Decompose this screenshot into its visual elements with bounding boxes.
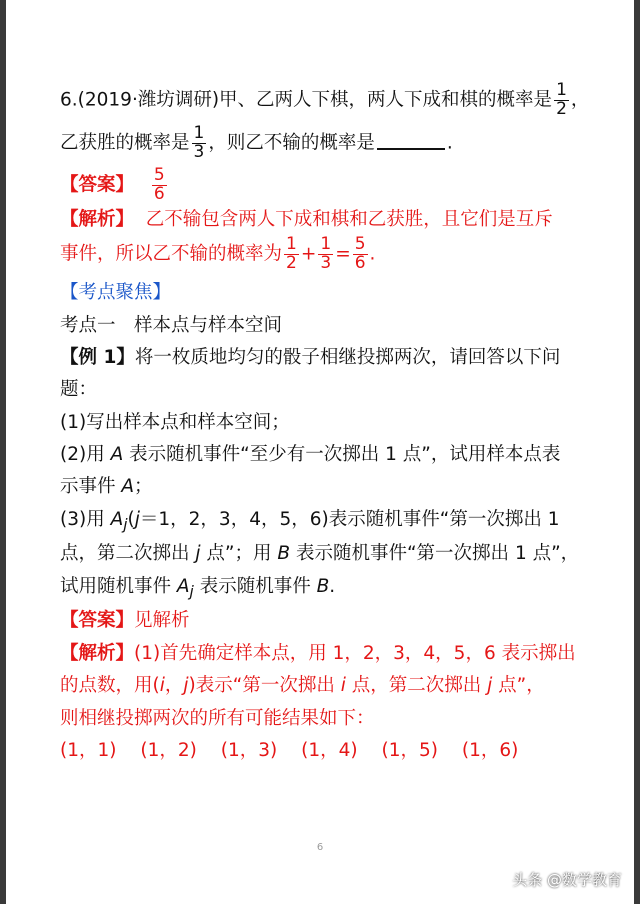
outcome-pair: (1，1)	[60, 739, 117, 761]
analysis2-line-2: 的点数，用(i，j)表示“第一次掷出 i 点，第二次掷出 j 点”，	[60, 675, 545, 697]
document-page	[6, 0, 634, 904]
document-content	[60, 82, 608, 767]
analysis-line-2: 事件，所以乙不输的概率为 $\frac{1}{2}$ + $\frac{1}{3}$ = $\frac{5}{6}$ .	[60, 234, 376, 274]
answer2-label: 【答案】	[60, 610, 135, 632]
outcome-pair: (1，2)	[140, 739, 197, 761]
analysis2-line-3: 则相继投掷两次的所有可能结果如下：	[60, 707, 375, 729]
outcome-pair: (1，4)	[301, 739, 358, 761]
analysis2-label: 【解析】	[60, 642, 135, 664]
example-line-1: 【例 1】将一枚质地均匀的骰子相继投掷两次，请回答以下问	[60, 346, 561, 368]
question-2-line-1: (2)用 A 表示随机事件“至少有一次掷出 1 点”，试用样本点表	[60, 444, 561, 465]
analysis2-line-1: 【解析】(1)首先确定样本点，用 1，2，3，4，5，6 表示掷出	[60, 642, 576, 664]
answer-line	[60, 167, 608, 204]
watermark: 头条 @数学教育	[512, 871, 622, 889]
question-3-line-3: 试用随机事件 $A_j$ 表示随机事件 B.	[60, 575, 336, 601]
example-label: 【例 1】	[60, 346, 135, 368]
answer-label: 【答案】	[60, 174, 135, 196]
topic-title: 考点一 样本点与样本空间	[60, 314, 283, 336]
question-2-line-2: 示事件 A；	[60, 476, 153, 498]
analysis-label: 【解析】	[60, 209, 135, 231]
fraction-one-half: $\frac{1}{2}$	[556, 80, 567, 119]
problem-text: 6.(2019·潍坊调研)甲、乙两人下棋，两人下成和棋的概率是	[60, 89, 553, 111]
answer-blank	[377, 130, 445, 151]
analysis-line-1: 【解析】 乙不输包含两人下成和棋和乙获胜，且它们是互斥	[60, 209, 553, 231]
answer-fraction: $\frac{5}{6}$	[153, 165, 165, 205]
question-3-line-1: (3)用 $A_j(j=1$，2，3，4，5，6)表示随机事件“第一次掷出 1	[60, 508, 560, 534]
fraction-one-third: $\frac{1}{3}$	[193, 122, 205, 162]
question-3-line-2: 点，第二次掷出 j 点”；用 B 表示随机事件“第一次掷出 1 点”，	[60, 543, 580, 565]
outcome-pairs	[60, 735, 608, 767]
page-number: 6	[316, 842, 324, 853]
example-line-2: 题：	[60, 379, 98, 401]
section-heading: 【考点聚焦】	[60, 282, 172, 304]
question-1: (1)写出样本点和样本空间；	[60, 411, 290, 433]
outcome-pair: (1，5)	[381, 739, 438, 761]
problem-line-1: 6.(2019·潍坊调研)甲、乙两人下棋，两人下成和棋的概率是 $\frac{1}{2}$ ，	[60, 80, 590, 119]
outcome-pair: (1，6)	[461, 739, 519, 761]
problem-line-2: 乙获胜的概率是 $\frac{1}{3}$ ，则乙不输的概率是 .	[60, 122, 453, 162]
outcome-pair: (1，3)	[220, 739, 278, 761]
answer2-line: 【答案】见解析	[60, 610, 190, 632]
